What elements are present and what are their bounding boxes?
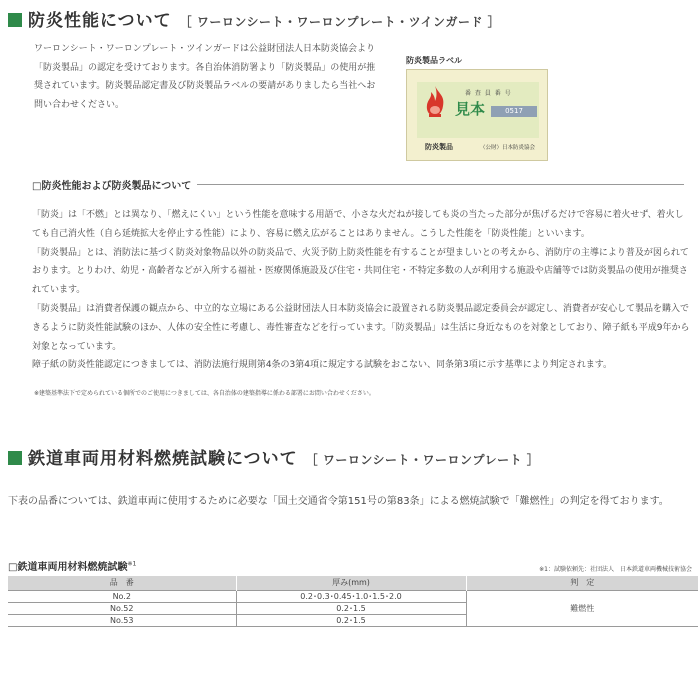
fire-retardant-body — [32, 206, 692, 375]
header-result: 判 定 — [466, 576, 698, 590]
section-title-main: 防炎性能について — [28, 11, 172, 31]
fire-retardant-label — [406, 55, 548, 161]
section-fire-retardant-title — [8, 6, 500, 31]
cell-thickness: 0.2･1.5 — [236, 614, 466, 626]
section-title-sub: ［ ワーロンシート・ワーロンプレート ］ — [305, 453, 540, 467]
label-footer-association: （公財）日本防炎協会 — [479, 145, 535, 151]
label-serial: 0517 — [491, 106, 537, 117]
green-square-icon — [8, 13, 22, 27]
railway-test-table — [8, 576, 698, 627]
flame-icon — [421, 84, 449, 118]
green-square-icon — [8, 451, 22, 465]
label-footer-product: 防炎製品 — [425, 143, 453, 151]
building-law-note: ※建築基準法下で定められている個所でのご使用につきましては、各自治体の建築指導に係わる部署にお問い合わせください。 — [34, 390, 375, 397]
divider — [197, 184, 684, 185]
fire-retardant-intro: ワーロンシート・ワーロンプレート・ツインガードは公益財団法人日本防炎協会より「防炎製品」の認定を受けております。各自治体消防署より「防炎製品」の使用が推奨されています。防炎製品認定書及び防炎製品ラベルの要請がありましたら当社へお問い合わせください。 — [34, 44, 376, 110]
railway-table-heading: □鉄道車両用材料燃焼試験$^{※1}$ — [8, 560, 137, 573]
railway-intro: 下表の品番については、鉄道車両に使用するために必要な「国土交通省令第151号の第83条」による燃焼試験で「難燃性」の判定を得ております。 — [8, 496, 669, 507]
section-title-sub: ［ ワーロンシート・ワーロンプレート・ツインガード ］ — [179, 15, 501, 29]
cell-thickness: 0.2･1.5 — [236, 602, 466, 614]
table-row — [8, 590, 698, 602]
cell-thickness: 0.2･0.3･0.45･1.0･1.5･2.0 — [236, 590, 466, 602]
cell-code: No.53 — [8, 614, 236, 626]
paragraph: 障子紙の防炎性能認定につきましては、消防法施行規則第4条の3第4項に規定する試験をおこない、同条第3項に示す基準により判定されます。 — [32, 360, 613, 371]
sample-mark: 見本 — [455, 100, 486, 118]
header-code: 品 番 — [8, 576, 236, 590]
cell-code: No.52 — [8, 602, 236, 614]
cell-code: No.2 — [8, 590, 236, 602]
label-header: 番 査 員 番 号 — [465, 90, 512, 97]
paragraph: 「防炎製品」は消費者保護の観点から、中立的な立場にある公益財団法人日本防炎協会に設置される防炎製品認定委員会が認定し、消費者が安心して製品を購入できるように防炎性能試験のほか、人体の安全性に考慮し、毒性審査などを行っています。「防炎製品」は生活に身近なものを対象としており、障子紙も平成9年から対象となっています。 — [32, 303, 690, 352]
label-card — [406, 69, 548, 161]
section-railway-title — [8, 444, 539, 469]
section-title-main: 鉄道車両用材料燃焼試験について — [28, 449, 298, 469]
cell-result: 難燃性 — [466, 590, 698, 626]
label-caption: 防炎製品ラベル — [406, 56, 462, 65]
railway-table-note: ※1：試験依頼先：社団法人 日本鉄道車両機械技術協会 — [539, 566, 692, 573]
paragraph: 「防炎製品」とは、消防法に基づく防炎対象物品以外の防炎品で、火災予防上防炎性能を有することが望ましいとの考えから、消防庁の主導により普及が図られております。とりわけ、幼児・高齢者などが入所する福祉・医療関係施設及び住宅・共同住宅・不特定多数の人が利用する施設や店舗等では防炎製品の使用が推奨されています。 — [32, 247, 689, 296]
paragraph: 「防炎」は「不燃」とは異なり、「燃えにくい」という性能を意味する用語で、小さな火だねが接しても炎の当たった部分が焦げるだけで容易に着火せず、着火しても自己消火性（自ら延焼拡大を停止する性能）により、容易に燃え広がることはありません。こうした性能を「防炎性能」といいます。 — [32, 210, 684, 239]
table-header-row — [8, 576, 698, 590]
header-thickness: 厚み(mm) — [236, 576, 466, 590]
fire-retardant-subheading — [32, 177, 684, 192]
subheading-text: □防炎性能および防炎製品について — [32, 181, 192, 192]
